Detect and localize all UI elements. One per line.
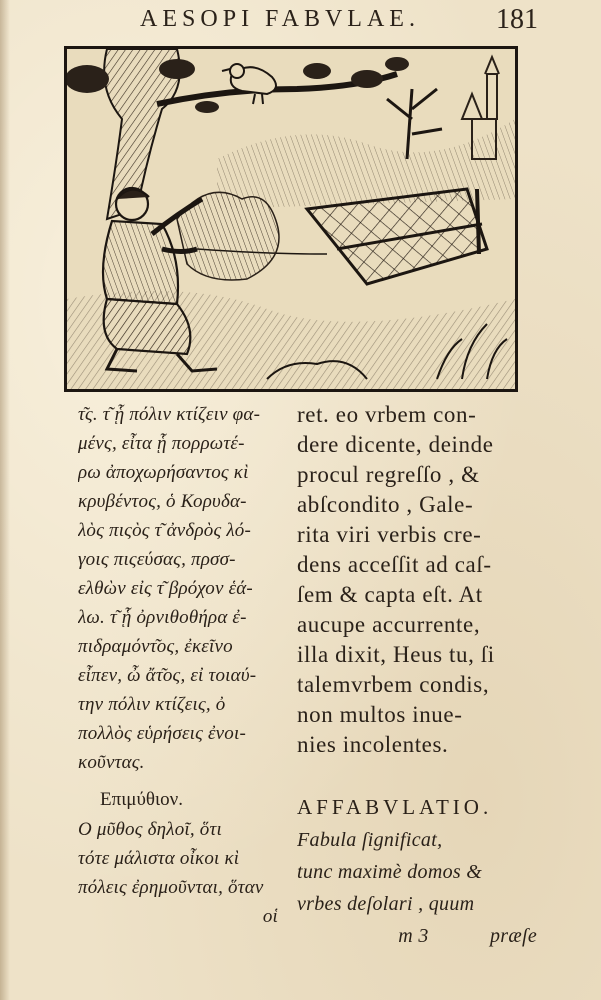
greek-line: τ͂ς. τ͂ ᾗ πόλιν κτίζειν φα- (78, 404, 261, 425)
greek-line: κρυβέντος, ὁ Κορυδα- (78, 491, 247, 512)
latin-line: rita viri verbis cre- (297, 522, 482, 547)
greek-moral-line: πόλεις ἐρημοῦνται, ὅταν (78, 877, 264, 898)
latin-line: ret. eo vrbem con- (297, 402, 477, 427)
greek-line: ρω ἀποχωρήσαντος κὶ (78, 462, 249, 483)
latin-line: aucupe accurrente, (297, 612, 481, 637)
page-number: 181 (496, 4, 538, 35)
latin-moral-heading: AFFABVLATIO. (297, 795, 493, 819)
greek-moral-heading: Επιμύθιον. (100, 789, 183, 810)
latin-line: illa dixit, Heus tu, ſi (297, 642, 495, 667)
latin-line: dere dicente, deinde (297, 432, 494, 457)
greek-moral-line: οἱ (262, 906, 278, 927)
woodcut-illustration (64, 46, 518, 392)
catchword: præſe (489, 925, 537, 947)
latin-line: dens acceſſit ad caſ- (297, 552, 492, 577)
greek-line: την πόλιν κτίζεις, ὀ (78, 694, 226, 715)
greek-line: λω. τ͂ ᾗ ὀρνιθοθήρα ἐ- (78, 607, 247, 628)
latin-column (297, 400, 537, 952)
latin-line: abſcondito , Gale- (297, 492, 474, 517)
greek-line: κοῦντας. (78, 752, 145, 773)
latin-line: talemvrbem condis, (297, 672, 490, 697)
page-gutter-shadow (0, 0, 10, 1000)
greek-line: πιδραμόντ͂ος, ἐκεῖνο (78, 636, 233, 657)
greek-line: γοις πιςεύσας, πρσσ- (78, 549, 236, 570)
greek-line: πολλὸς εὑρήσεις ἐνοι- (78, 723, 247, 744)
greek-line: ελθὼν εἰς τ͂ βρόχον ἑά- (78, 578, 253, 599)
running-head: AESOPI FABVLAE. (140, 6, 420, 32)
signature-mark: m 3 (398, 925, 429, 947)
greek-moral-line: Ο μῦθος δηλοῖ, ὅτι (78, 819, 222, 840)
woodcut-drawing (67, 49, 515, 389)
greek-line: εἶπεν, ὦ ἄτ͂ος, εἰ τοιαύ- (78, 665, 257, 686)
latin-line: nies incolentes. (297, 732, 449, 757)
greek-line: λὸς πιςὸς τ͂ ἀνδρὸς λό- (78, 520, 251, 541)
latin-line: ſem & capta eſt. At (297, 582, 483, 607)
latin-moral-line: tunc maximè domos & (297, 861, 483, 883)
greek-line: μένς, εἶτα ᾗ πορρωτέ- (78, 433, 245, 454)
latin-line: procul regreſſo , & (297, 462, 480, 487)
latin-moral-line: vrbes deſolari , quum (297, 893, 475, 915)
signature-line (297, 920, 537, 952)
latin-moral-line: Fabula ſignificat, (297, 829, 443, 851)
greek-moral-line: τότε μάλιστα οἶκοι κὶ (78, 848, 240, 869)
latin-line: non multos inue- (297, 702, 463, 727)
greek-column (78, 400, 278, 931)
